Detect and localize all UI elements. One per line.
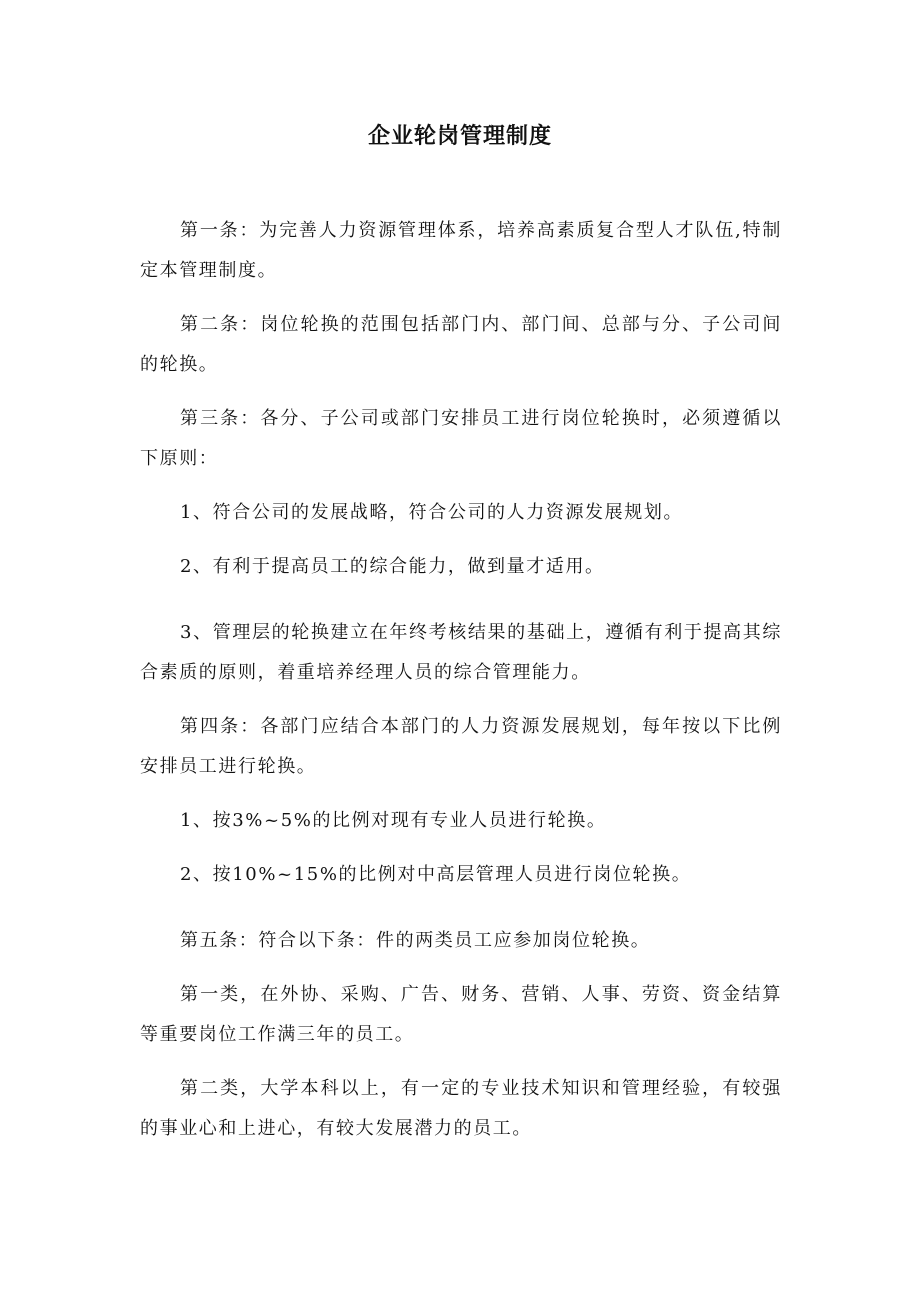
document-title: 企业轮岗管理制度 (367, 123, 552, 149)
article-5-category-1: 第一类，在外协、采购、广告、财务、营销、人事、劳资、资金结算等重要岗位工作满三年的员工。 (140, 984, 782, 1045)
article-4-item-2: 2、按10%~15%的比例对中高层管理人员进行岗位轮换。 (180, 864, 692, 885)
article-5: 第五条：符合以下条：件的两类员工应参加岗位轮换。 (180, 930, 651, 951)
document-body (140, 211, 782, 1163)
article-1: 第一条：为完善人力资源管理体系，培养高素质复合型人才队伍,特制定本管理制度。 (140, 220, 782, 281)
article-4-item-1: 1、按3%~5%的比例对现有专业人员进行轮换。 (180, 810, 607, 831)
article-4: 第四条：各部门应结合本部门的人力资源发展规划，每年按以下比例安排员工进行轮换。 (140, 716, 782, 777)
article-3-item-1: 1、符合公司的发展战略，符合公司的人力资源发展规划。 (180, 502, 684, 523)
article-3: 第三条：各分、子公司或部门安排员工进行岗位轮换时，必须遵循以下原则： (140, 408, 782, 469)
article-3-item-2: 2、有利于提高员工的综合能力，做到量才适用。 (180, 556, 605, 577)
article-3-item-3: 3、管理层的轮换建立在年终考核结果的基础上，遵循有利于提高其综合素质的原则，着重培养经理人员的综合管理能力。 (140, 622, 782, 683)
article-5-category-2: 第二类，大学本科以上，有一定的专业技术知识和管理经验，有较强的事业心和上进心，有较大发展潜力的员工。 (140, 1078, 782, 1139)
article-2: 第二条：岗位轮换的范围包括部门内、部门间、总部与分、子公司间的轮换。 (140, 314, 782, 375)
